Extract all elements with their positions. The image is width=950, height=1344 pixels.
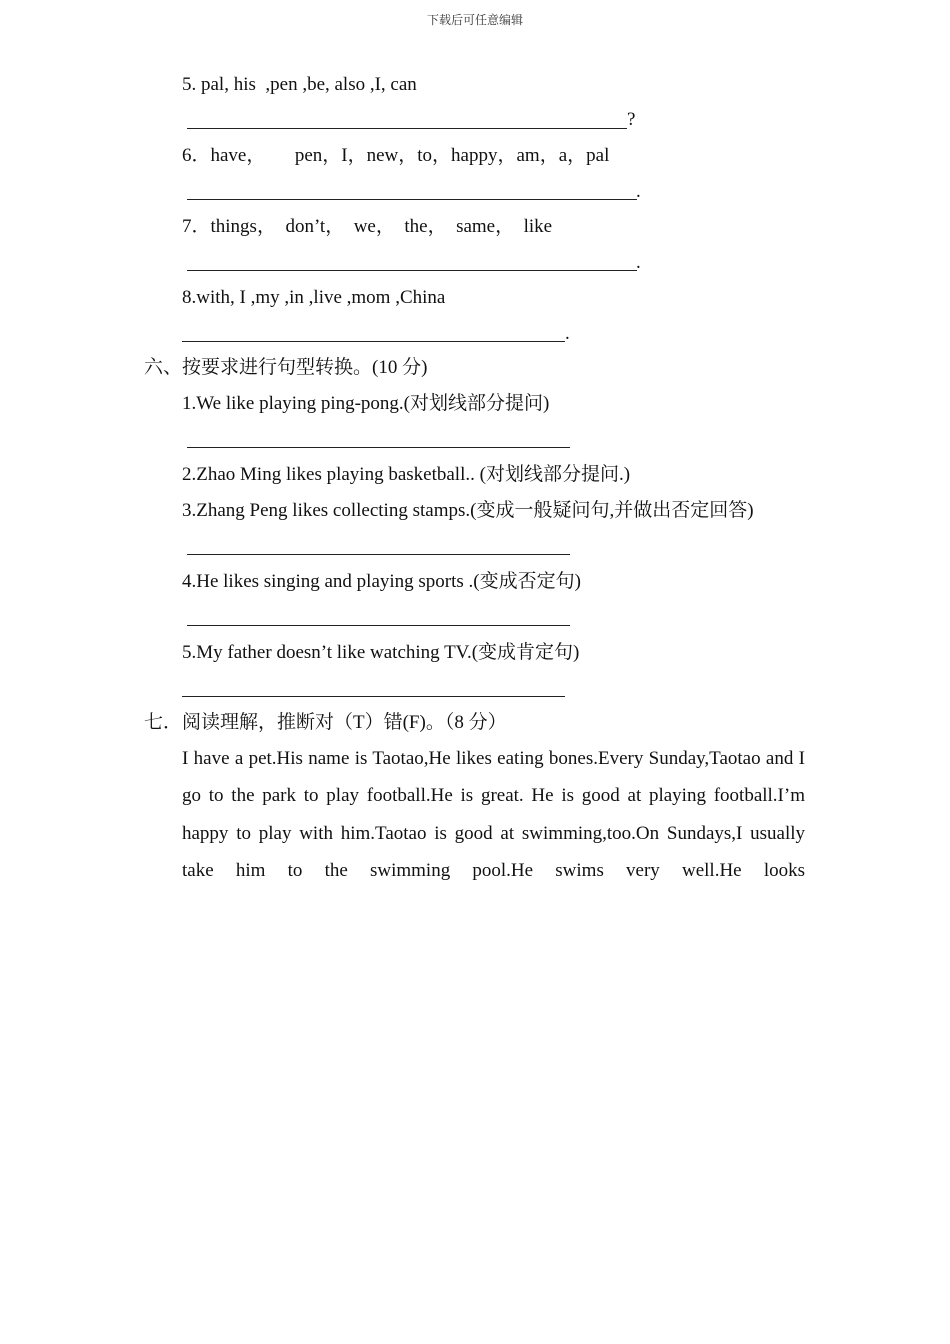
question-6-end-mark: . bbox=[636, 181, 641, 202]
passage-line: take him to the swimming pool.He swims very well.He looks bbox=[182, 860, 805, 882]
question-6-prompt: 6．have， pen，I，new，to，happy，am，a，pal bbox=[182, 145, 610, 166]
transform-item-4: 4.He likes singing and playing sports .(变成否定句) bbox=[182, 571, 581, 592]
transform-item-3: 3.Zhang Peng likes collecting stamps.(变成一般疑问句,并做出否定回答) bbox=[182, 500, 754, 521]
transform-item-5: 5.My father doesn’t like watching TV.(变成肯定句) bbox=[182, 642, 580, 663]
transform-item-2: 2.Zhao Ming likes playing basketball.. (对划线部分提问.) bbox=[182, 464, 631, 485]
answer-blank-7[interactable] bbox=[187, 270, 637, 271]
page-header: 下载后可任意编辑 bbox=[426, 13, 523, 27]
question-8-prompt: 8.with, I ,my ,in ,live ,mom ,China bbox=[182, 287, 446, 308]
passage-line: happy to play with him.Taotao is good at swimming,too.On Sundays,I usually bbox=[182, 822, 805, 844]
answer-blank-5[interactable] bbox=[187, 128, 627, 129]
reading-passage bbox=[182, 740, 805, 890]
transform-answer-blank-5[interactable] bbox=[182, 696, 565, 697]
transform-answer-blank-4[interactable] bbox=[187, 625, 570, 626]
transform-item-1: 1.We like playing ping-pong.(对划线部分提问) bbox=[182, 393, 550, 414]
question-8-end-mark: . bbox=[565, 323, 570, 344]
answer-blank-8[interactable] bbox=[182, 341, 565, 342]
transform-answer-blank-1[interactable] bbox=[187, 447, 570, 448]
passage-line: I have a pet.His name is Taotao,He likes eating bones.Every Sunday,Taotao and I bbox=[182, 748, 805, 769]
section-7-title: 七．阅读理解，推断对（T）错(F)。（8 分） bbox=[144, 712, 507, 733]
transform-answer-blank-3[interactable] bbox=[187, 554, 570, 555]
question-5-prompt: 5. pal, his ,pen ,be, also ,I, can bbox=[182, 74, 417, 95]
answer-blank-6[interactable] bbox=[187, 199, 637, 200]
passage-line: go to the park to play football.He is great. He is good at playing football.I’m bbox=[182, 785, 805, 807]
question-7-end-mark: . bbox=[636, 252, 641, 273]
question-5-end-mark: ? bbox=[627, 109, 636, 130]
section-6-title: 六、按要求进行句型转换。(10 分) bbox=[144, 357, 428, 378]
question-7-prompt: 7．things， don’t， we， the， same， like bbox=[182, 216, 553, 237]
